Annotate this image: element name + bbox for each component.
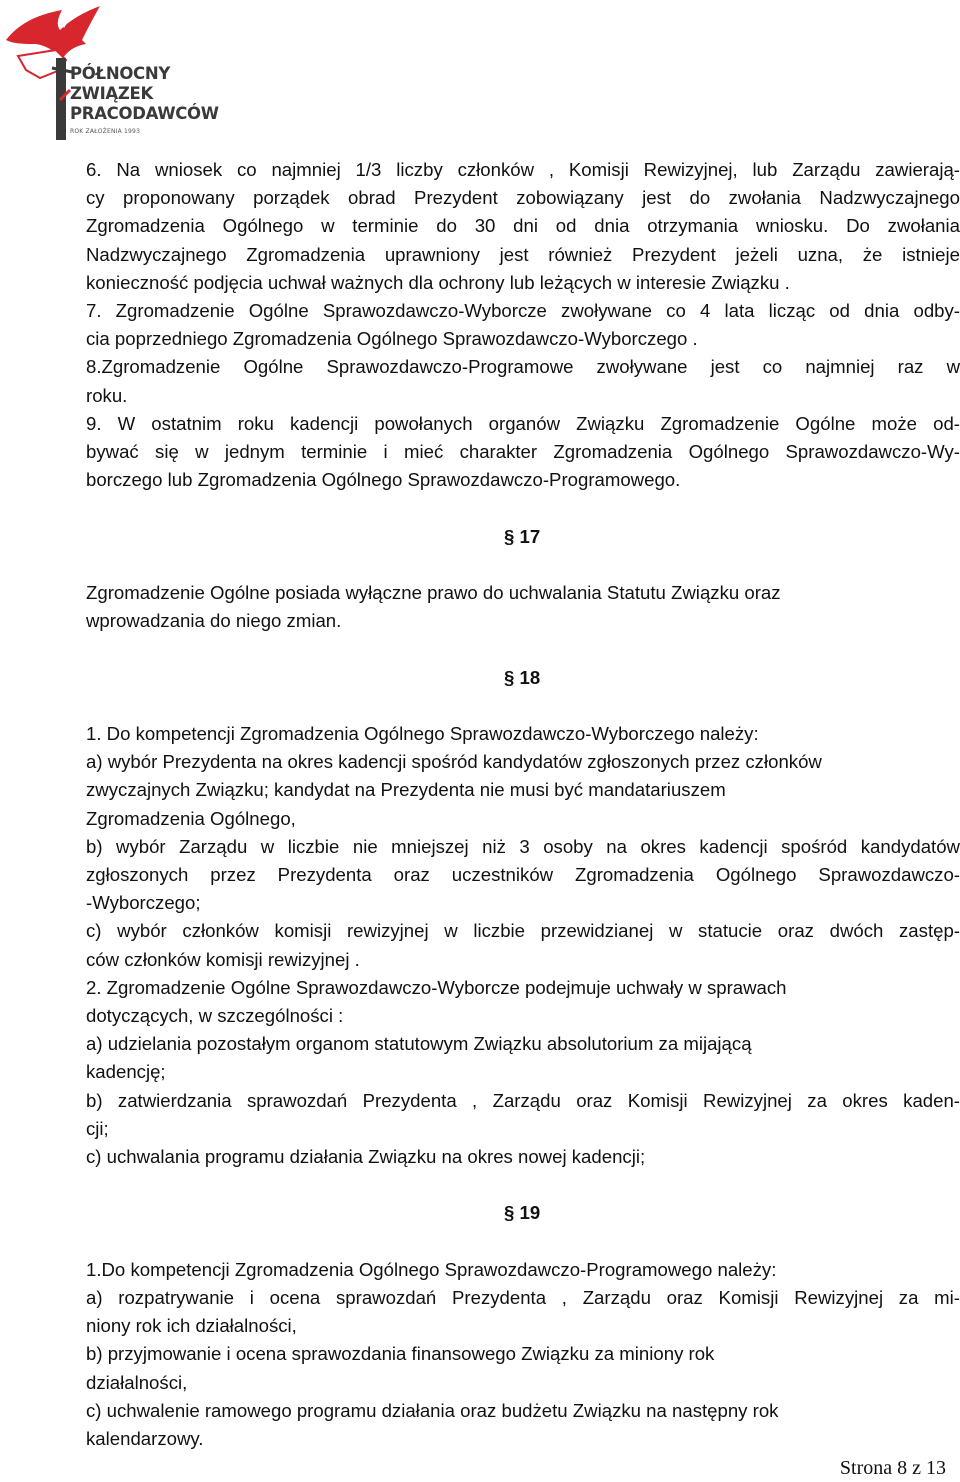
section-18-line: ców członków komisji rewizyjnej . xyxy=(86,948,360,970)
page-number: Strona 8 z 13 xyxy=(839,1457,946,1479)
section-19-line: c) uchwalenie ramowego programu działania oraz budżetu Związku na następny rok xyxy=(86,1399,779,1421)
paragraph-line: 6. Na wniosek co najmniej 1/3 liczby członków , Komisji Rewizyjnej, lub Zarządu zawierają- xyxy=(86,159,960,180)
paragraph-line: 7. Zgromadzenie Ogólne Sprawozdawczo-Wyborcze zwoływane co 4 lata licząc od dnia odby- xyxy=(86,300,960,322)
paragraph-line: Nadzwyczajnego Zgromadzenia uprawniony jest również Prezydent jeżeli uzna, że istnieje xyxy=(86,243,960,265)
section-19-content xyxy=(86,1256,960,1453)
spacer xyxy=(86,692,960,720)
section-18-line: b) zatwierdzania sprawozdań Prezydenta , Zarządu oraz Komisji Rewizyjnej za okres kaden- xyxy=(86,1089,960,1111)
paragraph-line: roku. xyxy=(86,384,128,406)
section-19-line: działalności, xyxy=(86,1371,188,1393)
logo-line-2: ZWIĄZEK xyxy=(70,84,153,103)
section-18-line: Zgromadzenia Ogólnego, xyxy=(86,807,296,829)
organization-logo xyxy=(0,0,219,140)
paragraph-line: bywać się w jednym terminie i mieć charakter Zgromadzenia Ogólnego Sprawozdawczo-Wy- xyxy=(86,441,960,463)
section-19-line: niony rok ich działalności, xyxy=(86,1315,297,1337)
spacer xyxy=(86,635,960,663)
section-heading-17: § 17 xyxy=(504,525,541,547)
logo-line-3: PRACODAWCÓW xyxy=(70,104,219,123)
section-17-line: wprowadzania do niego zmian. xyxy=(86,610,342,632)
paragraph-line: konieczność podjęcia uchwał ważnych dla ochrony lub leżących w interesie Związku . xyxy=(86,271,790,293)
section-18-line: a) udzielania pozostałym organom statutowym Związku absolutorium za mijającą xyxy=(86,1033,752,1055)
paragraph-line: cia poprzedniego Zgromadzenia Ogólnego Sprawozdawczo-Wyborczego . xyxy=(86,328,698,350)
section-18-content xyxy=(86,720,960,1171)
section-heading-19: § 19 xyxy=(504,1202,541,1224)
section-17-line: Zgromadzenie Ogólne posiada wyłączne prawo do uchwalania Statutu Związku oraz xyxy=(86,582,781,604)
spacer xyxy=(86,1228,960,1256)
section-19-line: b) przyjmowanie i ocena sprawozdania finansowego Związku za miniony rok xyxy=(86,1343,715,1365)
section-18-line: a) wybór Prezydenta na okres kadencji spośród kandydatów zgłoszonych przez członków xyxy=(86,751,822,773)
section-18-line: kadencję; xyxy=(86,1061,166,1083)
spacer xyxy=(86,1171,960,1199)
section-18-line: zwyczajnych Związku; kandydat na Prezydenta nie musi być mandatariuszem xyxy=(86,779,726,801)
spacer xyxy=(86,494,960,522)
document-body xyxy=(86,156,960,1453)
section-19-line: kalendarzowy. xyxy=(86,1428,204,1450)
spacer xyxy=(86,551,960,579)
logo-founded-year: ROK ZAŁOŻENIA 1993 xyxy=(70,128,141,135)
paragraph-line: 9. W ostatnim roku kadencji powołanych organów Związku Zgromadzenie Ogólne może od- xyxy=(86,412,960,434)
section-19-line: 1.Do kompetencji Zgromadzenia Ogólnego Sprawozdawczo-Programowego należy: xyxy=(86,1258,777,1280)
section-heading-18: § 18 xyxy=(504,666,541,688)
section-18-line: 2. Zgromadzenie Ogólne Sprawozdawczo-Wyborcze podejmuje uchwały w sprawach xyxy=(86,976,787,998)
paragraph-line: Zgromadzenia Ogólnego w terminie do 30 dni od dnia otrzymania wniosku. Do zwołania xyxy=(86,215,960,237)
paragraph-block xyxy=(86,156,960,494)
paragraph-line: cy proponowany porządek obrad Prezydent zobowiązany jest do zwołania Nadzwyczajnego xyxy=(86,187,960,209)
section-18-line: cji; xyxy=(86,1117,109,1139)
section-18-line: c) wybór członków komisji rewizyjnej w liczbie przewidzianej w statucie oraz dwóch zastęp- xyxy=(86,920,960,942)
section-18-line: -Wyborczego; xyxy=(86,892,201,914)
section-19-line: a) rozpatrywanie i ocena sprawozdań Prezydenta , Zarządu oraz Komisji Rewizyjnej za mi- xyxy=(86,1287,960,1309)
section-18-line: dotyczących, w szczególności : xyxy=(86,1005,344,1027)
logo-line-1: PÓŁNOCNY xyxy=(70,64,171,83)
section-18-line: zgłoszonych przez Prezydenta oraz uczestników Zgromadzenia Ogólnego Sprawozdawczo- xyxy=(86,864,960,886)
paragraph-line: 8.Zgromadzenie Ogólne Sprawozdawczo-Programowe zwoływane jest co najmniej raz w xyxy=(86,356,960,378)
paragraph-line: borczego lub Zgromadzenia Ogólnego Sprawozdawczo-Programowego. xyxy=(86,469,681,491)
section-18-line: 1. Do kompetencji Zgromadzenia Ogólnego Sprawozdawczo-Wyborczego należy: xyxy=(86,723,759,744)
section-18-line: b) wybór Zarządu w liczbie nie mniejszej niż 3 osoby na okres kadencji spośród kandydatów xyxy=(86,835,960,857)
section-18-line: c) uchwalania programu działania Związku na okres nowej kadencji; xyxy=(86,1146,646,1168)
